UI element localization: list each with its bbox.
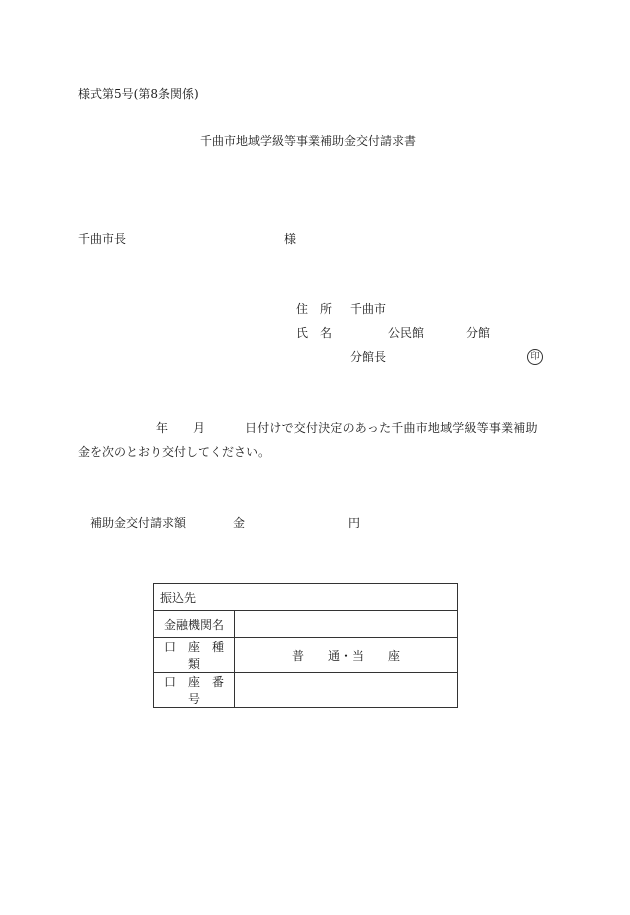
table-row: [154, 611, 458, 638]
bank-name-label: 金融機関名: [154, 611, 235, 638]
addressee-honorific: 様: [284, 232, 297, 246]
body-month: 月: [193, 421, 206, 435]
address-value: 千曲市: [350, 302, 387, 316]
address-label: 住 所: [296, 302, 333, 316]
form-number: 様式第5号(第8条関係): [78, 87, 199, 101]
table-row: [154, 673, 458, 708]
bank-table-header: 振込先: [154, 584, 458, 611]
bank-transfer-table: [153, 583, 458, 708]
bunkancho-label: 分館長: [350, 350, 387, 364]
name-label: 氏 名: [296, 326, 333, 340]
bank-name-field: [235, 611, 458, 638]
kominkan-label: 公民館: [388, 326, 425, 340]
bunkan-label: 分館: [466, 326, 491, 340]
account-type-value: 普 通・当 座: [235, 638, 458, 673]
body-line2: 金を次のとおり交付してください。: [78, 445, 271, 459]
table-row: [154, 638, 458, 673]
seal-icon: 印: [527, 349, 543, 365]
account-type-label: 口 座 種 類: [154, 638, 235, 673]
body-year: 年: [156, 421, 169, 435]
amount-yen: 円: [348, 516, 361, 530]
addressee-name: 千曲市長: [78, 232, 127, 246]
account-number-field: [235, 673, 458, 708]
document-title: 千曲市地域学級等事業補助金交付請求書: [200, 134, 417, 148]
body-line1: 日付けで交付決定のあった千曲市地域学級等事業補助: [245, 421, 538, 435]
account-number-label: 口 座 番 号: [154, 673, 235, 708]
seal-mark: [527, 349, 543, 365]
amount-kin: 金: [233, 516, 246, 530]
amount-label: 補助金交付請求額: [90, 516, 187, 530]
table-row: [154, 584, 458, 611]
